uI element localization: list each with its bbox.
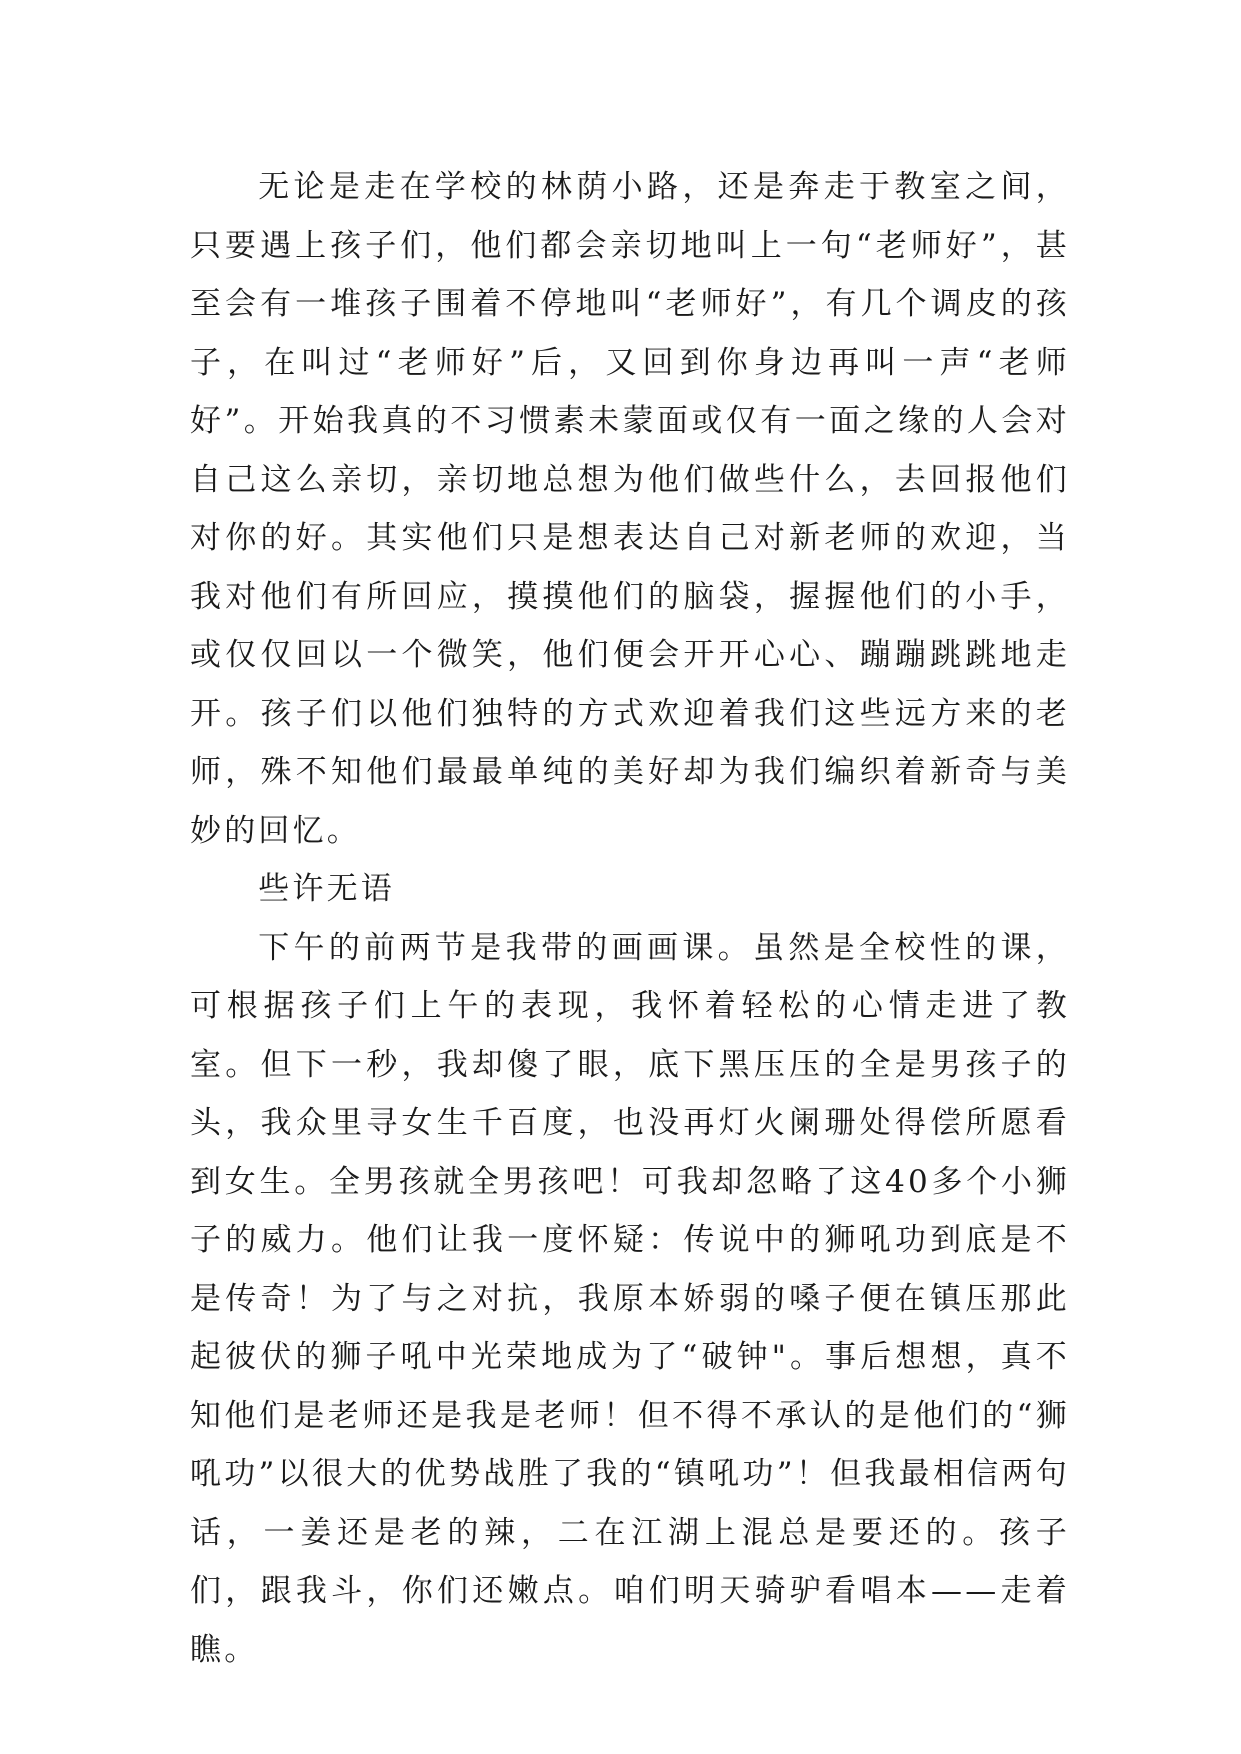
paragraph-drawing-class: 下午的前两节是我带的画画课。虽然是全校性的课，可根据孩子们上午的表现，我怀着轻松的心情走进了教室。但下一秒，我却傻了眼，底下黑压压的全是男孩子的头，我众里寻女生千百度，也没再灯火阑珊处得偿所愿看到女生。全男孩就全男孩吧！可我却忽略了这40多个小狮子的威力。他们让我一度怀疑：传说中的狮吼功到底是不是传奇！为了与之对抗，我原本娇弱的嗓子便在镇压那此起彼伏的狮子吼中光荣地成为了“破钟"。事后想想，真不知他们是老师还是我是老师！但不得不承认的是他们的“狮吼功”以很大的优势战胜了我的“镇吼功”！但我最相信两句话，一姜还是老的辣，二在江湖上混总是要还的。孩子们，跟我斗，你们还嫩点。咱们明天骑驴看唱本——走着瞧。 <box>190 929 1070 1668</box>
body-text <box>190 158 1070 1679</box>
paragraph-greetings: 无论是走在学校的林荫小路，还是奔走于教室之间，只要遇上孩子们，他们都会亲切地叫上一句“老师好”，甚至会有一堆孩子围着不停地叫“老师好”，有几个调皮的孩子，在叫过“老师好”后，又回到你身边再叫一声“老师好”。开始我真的不习惯素未蒙面或仅有一面之缘的人会对自己这么亲切，亲切地总想为他们做些什么，去回报他们对你的好。其实他们只是想表达自己对新老师的欢迎，当我对他们有所回应，摸摸他们的脑袋，握握他们的小手，或仅仅回以一个微笑，他们便会开开心心、蹦蹦跳跳地走开。孩子们以他们独特的方式欢迎着我们这些远方来的老师，殊不知他们最最单纯的美好却为我们编织着新奇与美妙的回忆。 <box>190 169 1070 849</box>
section-heading: 些许无语 <box>258 871 395 907</box>
